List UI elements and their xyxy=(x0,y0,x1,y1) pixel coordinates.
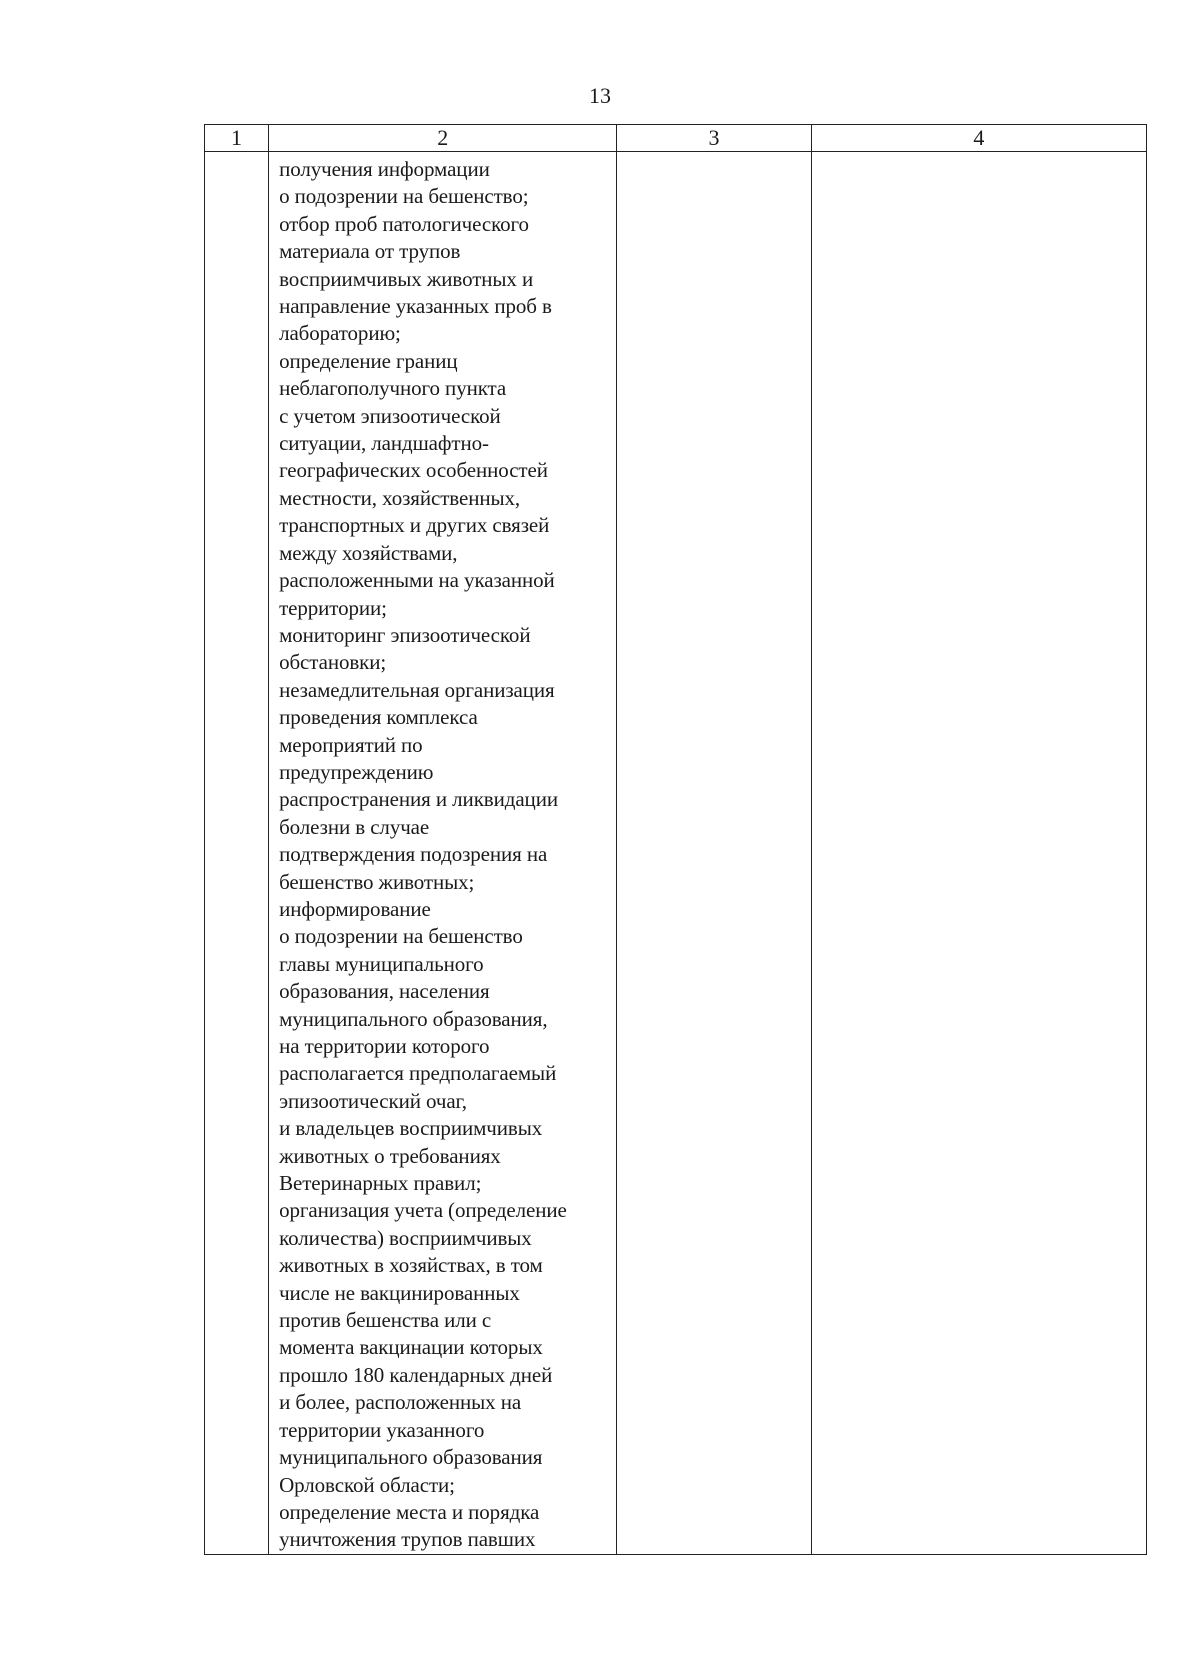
text-line: мониторинг эпизоотической xyxy=(279,622,531,647)
text-line: образования, населения xyxy=(279,979,490,1004)
cell-col-1 xyxy=(205,152,269,1555)
text-line: лабораторию; xyxy=(279,321,401,346)
text-line: обстановки; xyxy=(279,650,387,675)
text-line: Ветеринарных правил; xyxy=(279,1171,482,1196)
table-header-row xyxy=(205,125,1147,152)
text-line: уничтожения трупов павших xyxy=(279,1527,536,1552)
text-line: отбор проб патологического xyxy=(279,211,529,236)
text-line: неблагополучного пункта xyxy=(279,376,507,401)
text-line: мероприятий по xyxy=(279,732,423,757)
text-line: муниципального образования, xyxy=(279,1006,548,1031)
text-line: организация учета (определение xyxy=(279,1198,567,1223)
cell-col-4 xyxy=(811,152,1146,1555)
text-line: количества) восприимчивых xyxy=(279,1225,532,1250)
text-line: главы муниципального xyxy=(279,951,484,976)
text-line: географических особенностей xyxy=(279,458,548,483)
measures-text xyxy=(279,156,612,1554)
text-line: определение границ xyxy=(279,348,458,373)
text-line: направление указанных проб в xyxy=(279,294,552,319)
text-line: предупреждению xyxy=(279,759,434,784)
text-line: с учетом эпизоотической xyxy=(279,403,501,428)
text-line: бешенство животных; xyxy=(279,869,475,894)
cell-col-3 xyxy=(617,152,811,1555)
text-line: расположенными на указанной xyxy=(279,568,555,593)
table-row xyxy=(205,152,1147,1555)
page-number: 13 xyxy=(589,83,611,108)
text-line: материала от трупов xyxy=(279,239,461,264)
text-line: и более, расположенных на xyxy=(279,1390,522,1415)
text-line: и владельцев восприимчивых xyxy=(279,1116,543,1141)
text-line: незамедлительная организация xyxy=(279,677,555,702)
text-line: животных о требованиях xyxy=(279,1143,501,1168)
column-header-4: 4 xyxy=(811,125,1146,152)
text-line: территории указанного xyxy=(279,1417,485,1442)
text-line: располагается предполагаемый xyxy=(279,1061,557,1086)
text-line: между хозяйствами, xyxy=(279,540,458,565)
text-line: транспортных и других связей xyxy=(279,513,550,538)
text-line: информирование xyxy=(279,896,431,921)
text-line: подтверждения подозрения на xyxy=(279,842,548,867)
text-line: местности, хозяйственных, xyxy=(279,485,521,510)
text-line: на территории которого xyxy=(279,1034,490,1058)
column-header-1: 1 xyxy=(205,125,269,152)
text-line: момента вакцинации которых xyxy=(279,1335,543,1360)
text-line: получения информации xyxy=(279,157,490,181)
text-line: болезни в случае xyxy=(279,814,430,839)
text-line: восприимчивых животных и xyxy=(279,266,534,291)
column-header-3: 3 xyxy=(617,125,811,152)
text-line: о подозрении на бешенство xyxy=(279,924,523,949)
text-line: числе не вакцинированных xyxy=(279,1280,520,1305)
text-line: территории; xyxy=(279,595,387,620)
text-line: против бешенства или с xyxy=(279,1308,492,1333)
cell-col-2 xyxy=(269,152,617,1555)
text-line: определение места и порядка xyxy=(279,1499,540,1524)
measures-table xyxy=(204,124,1147,1555)
text-line: проведения комплекса xyxy=(279,705,478,730)
text-line: Орловской области; xyxy=(279,1472,455,1497)
column-header-2: 2 xyxy=(269,125,617,152)
text-line: ситуации, ландшафтно- xyxy=(279,431,489,456)
text-line: муниципального образования xyxy=(279,1445,543,1470)
text-line: прошло 180 календарных дней xyxy=(279,1362,553,1387)
text-line: о подозрении на бешенство; xyxy=(279,184,529,209)
text-line: животных в хозяйствах, в том xyxy=(279,1253,543,1278)
text-line: распространения и ликвидации xyxy=(279,787,558,812)
text-line: эпизоотический очаг, xyxy=(279,1088,467,1113)
